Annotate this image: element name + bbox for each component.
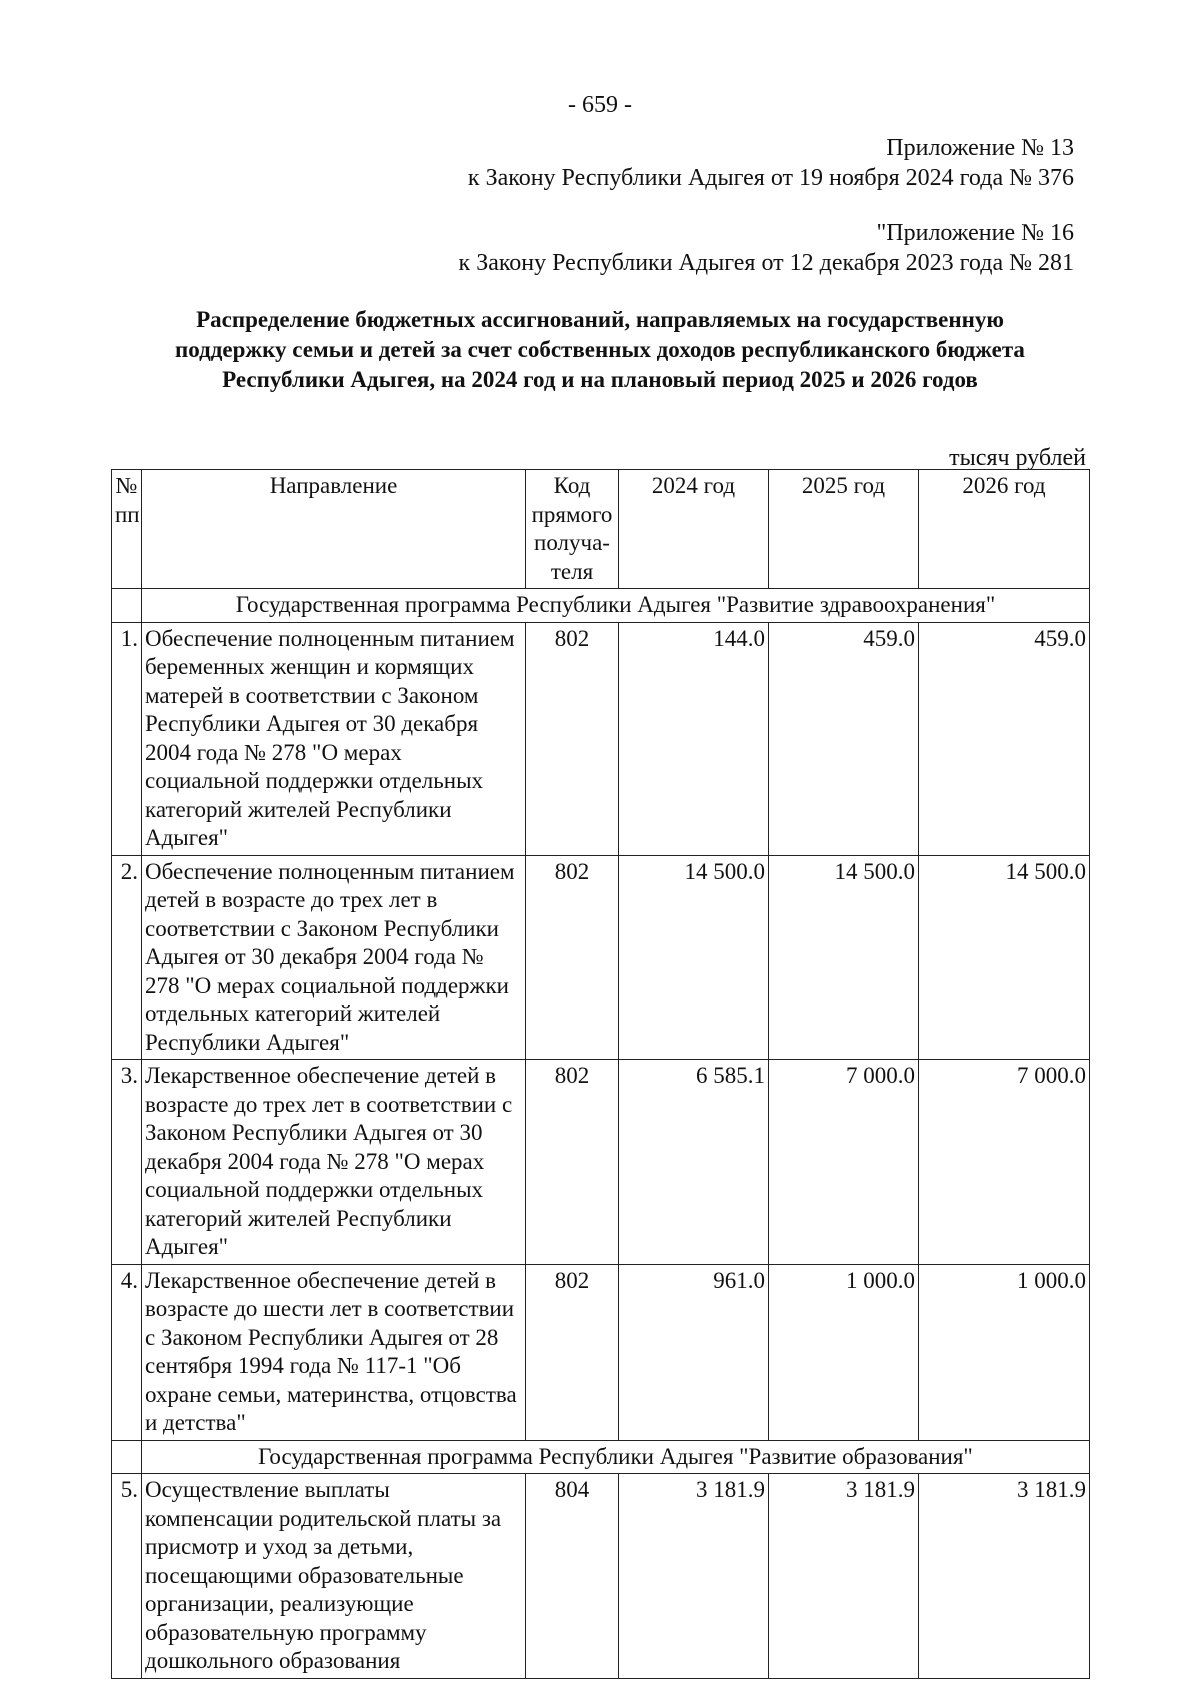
row-2026: 1 000.0 bbox=[919, 1264, 1090, 1440]
table-row bbox=[112, 1264, 1090, 1440]
row-code: 804 bbox=[526, 1474, 619, 1679]
page-number: - 659 - bbox=[568, 92, 632, 118]
row-direction: Лекарственное обеспечение детей в возрасте до трех лет в соответствии с Законом Республики Адыгея от 30 декабря 2004 года № 278 "О мерах социальной поддержки отдельных категорий жителей Республики Адыгея" bbox=[142, 1060, 526, 1265]
row-2026: 459.0 bbox=[919, 622, 1090, 855]
row-num: 1. bbox=[112, 622, 142, 855]
row-2024: 6 585.1 bbox=[619, 1060, 769, 1265]
appendix-original bbox=[459, 218, 1074, 278]
header-2026: 2026 год bbox=[919, 470, 1090, 589]
document-title-line1: Распределение бюджетных ассигнований, направляемых на государственную bbox=[196, 307, 1004, 332]
row-code: 802 bbox=[526, 1060, 619, 1265]
row-direction: Обеспечение полноценным питанием детей в возрасте до трех лет в соответствии с Законом Республики Адыгея от 30 декабря 2004 года № 278 "О мерах социальной поддержки отдельных категорий жителей Республики Адыгея" bbox=[142, 855, 526, 1060]
row-2024: 961.0 bbox=[619, 1264, 769, 1440]
row-code: 802 bbox=[526, 622, 619, 855]
table-row bbox=[112, 1474, 1090, 1679]
appendix-original-line1: "Приложение № 16 bbox=[876, 220, 1074, 246]
section-title-education: Государственная программа Республики Адыгея "Развитие образования" bbox=[142, 1440, 1090, 1474]
table-row bbox=[112, 1060, 1090, 1265]
row-num: 2. bbox=[112, 855, 142, 1060]
appendix-original-line2: к Закону Республики Адыгея от 12 декабря 2023 года № 281 bbox=[458, 250, 1074, 276]
row-2025: 7 000.0 bbox=[769, 1060, 919, 1265]
table-row bbox=[112, 855, 1090, 1060]
row-direction: Лекарственное обеспечение детей в возрасте до шести лет в соответствии с Законом Республики Адыгея от 28 сентября 1994 года № 117-1 "Об охране семьи, материнства, отцовства и детства" bbox=[142, 1264, 526, 1440]
section-row-healthcare bbox=[112, 589, 1090, 623]
appendix-current bbox=[468, 133, 1074, 193]
header-2025: 2025 год bbox=[769, 470, 919, 589]
header-2024: 2024 год bbox=[619, 470, 769, 589]
row-code: 802 bbox=[526, 855, 619, 1060]
row-direction: Обеспечение полноценным питанием беременных женщин и кормящих матерей в соответствии с Законом Республики Адыгея от 30 декабря 2004 года № 278 "О мерах социальной поддержки отдельных категорий жителей Республики Адыгея" bbox=[142, 622, 526, 855]
row-code: 802 bbox=[526, 1264, 619, 1440]
header-direction: Направление bbox=[142, 470, 526, 589]
row-num: 5. bbox=[112, 1474, 142, 1679]
table-header-row bbox=[112, 470, 1090, 589]
document-title bbox=[90, 305, 1110, 395]
document-title-line3: Республики Адыгея, на 2024 год и на плановый период 2025 и 2026 годов bbox=[222, 367, 978, 392]
section-spacer bbox=[112, 1440, 142, 1474]
row-2026: 7 000.0 bbox=[919, 1060, 1090, 1265]
row-num: 4. bbox=[112, 1264, 142, 1440]
section-row-education bbox=[112, 1440, 1090, 1474]
row-2024: 144.0 bbox=[619, 622, 769, 855]
row-2026: 3 181.9 bbox=[919, 1474, 1090, 1679]
appendix-current-line1: Приложение № 13 bbox=[886, 135, 1074, 161]
row-2025: 1 000.0 bbox=[769, 1264, 919, 1440]
units-label: тысяч рублей bbox=[949, 445, 1086, 471]
header-code: Код прямого получа-теля bbox=[526, 470, 619, 589]
table-row bbox=[112, 622, 1090, 855]
row-2024: 14 500.0 bbox=[619, 855, 769, 1060]
row-num: 3. bbox=[112, 1060, 142, 1265]
row-2026: 14 500.0 bbox=[919, 855, 1090, 1060]
section-title-healthcare: Государственная программа Республики Адыгея "Развитие здравоохранения" bbox=[142, 589, 1090, 623]
row-2025: 3 181.9 bbox=[769, 1474, 919, 1679]
row-2024: 3 181.9 bbox=[619, 1474, 769, 1679]
header-num: № пп bbox=[112, 470, 142, 589]
budget-table bbox=[111, 469, 1090, 1679]
appendix-current-line2: к Закону Республики Адыгея от 19 ноября 2024 года № 376 bbox=[467, 165, 1074, 191]
row-2025: 14 500.0 bbox=[769, 855, 919, 1060]
row-direction: Осуществление выплаты компенсации родительской платы за присмотр и уход за детьми, посещающими образовательные организации, реализующие образовательную программу дошкольного образования bbox=[142, 1474, 526, 1679]
row-2025: 459.0 bbox=[769, 622, 919, 855]
section-spacer bbox=[112, 589, 142, 623]
document-title-line2: поддержку семьи и детей за счет собственных доходов республиканского бюджета bbox=[175, 337, 1025, 362]
